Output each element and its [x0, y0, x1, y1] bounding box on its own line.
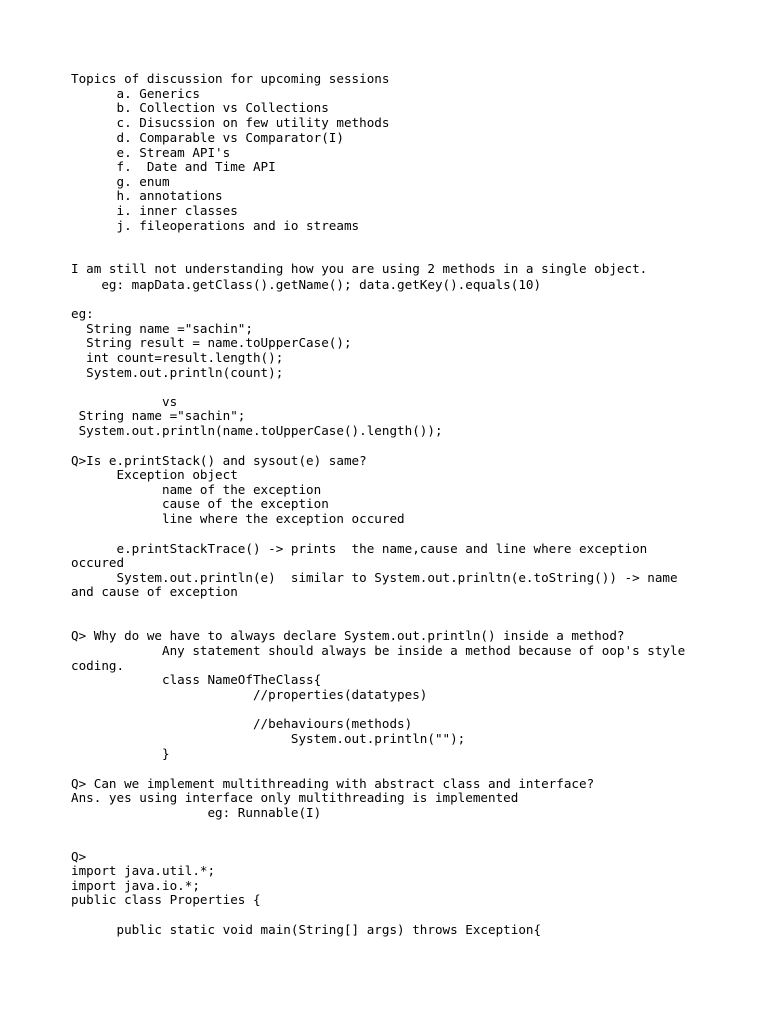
code-line: class NameOfTheClass{: [71, 672, 322, 687]
text-line: eg: Runnable(I): [71, 805, 322, 820]
text-line: i. inner classes: [71, 203, 238, 218]
text-line: eg:: [71, 306, 94, 321]
text-line: occured: [71, 555, 125, 570]
code-line: //properties(datatypes): [71, 687, 428, 702]
text-line: vs: [71, 394, 178, 409]
text-line: e. Stream API's: [71, 145, 231, 160]
code-line: import java.io.*;: [71, 878, 200, 893]
code-line: import java.util.*;: [71, 863, 216, 878]
text-line: line where the exception occured: [71, 511, 405, 526]
text-line: g. enum: [71, 174, 170, 189]
text-line: Ans. yes using interface only multithreading is implemented: [71, 790, 519, 805]
code-line: int count=result.length();: [71, 350, 284, 365]
code-line: System.out.println("");: [71, 731, 466, 746]
code-line: public class Properties {: [71, 892, 261, 907]
text-line: b. Collection vs Collections: [71, 100, 329, 115]
text-line: I am still not understanding how you are using 2 methods in a single object.: [71, 261, 648, 276]
code-line: }: [71, 746, 170, 761]
text-line: a. Generics: [71, 86, 200, 101]
text-line: eg: mapData.getClass().getName(); data.getKey().equals(10): [71, 277, 542, 292]
code-line: System.out.println(name.toUpperCase().length());: [71, 423, 443, 438]
text-line: h. annotations: [71, 188, 223, 203]
text-line: Q> Why do we have to always declare System.out.println() inside a method?: [71, 628, 625, 643]
code-line: String result = name.toUpperCase();: [71, 335, 352, 350]
text-line: and cause of exception: [71, 584, 238, 599]
text-line: Q> Can we implement multithreading with abstract class and interface?: [71, 776, 595, 791]
text-line: cause of the exception: [71, 496, 329, 511]
code-line: String name ="sachin";: [71, 321, 253, 336]
code-line: //behaviours(methods): [71, 716, 413, 731]
text-line: e.printStackTrace() -> prints the name,cause and line where exception: [71, 541, 648, 556]
text-line: Topics of discussion for upcoming sessions: [71, 71, 390, 86]
text-line: Exception object: [71, 467, 238, 482]
text-line: Q>: [71, 849, 87, 864]
text-line: Any statement should always be inside a method because of oop's style: [71, 643, 686, 658]
text-line: coding.: [71, 658, 125, 673]
text-line: d. Comparable vs Comparator(I): [71, 130, 344, 145]
code-line: System.out.println(count);: [71, 365, 284, 380]
text-line: name of the exception: [71, 482, 322, 497]
text-line: f. Date and Time API: [71, 159, 276, 174]
text-line: Q>Is e.printStack() and sysout(e) same?: [71, 453, 367, 468]
text-line: j. fileoperations and io streams: [71, 218, 360, 233]
text-line: c. Disucssion on few utility methods: [71, 115, 390, 130]
code-line: String name ="sachin";: [71, 408, 246, 423]
text-line: System.out.println(e) similar to System.out.prinltn(e.toString()) -> name: [71, 570, 678, 585]
code-line: public static void main(String[] args) throws Exception{: [71, 922, 542, 937]
